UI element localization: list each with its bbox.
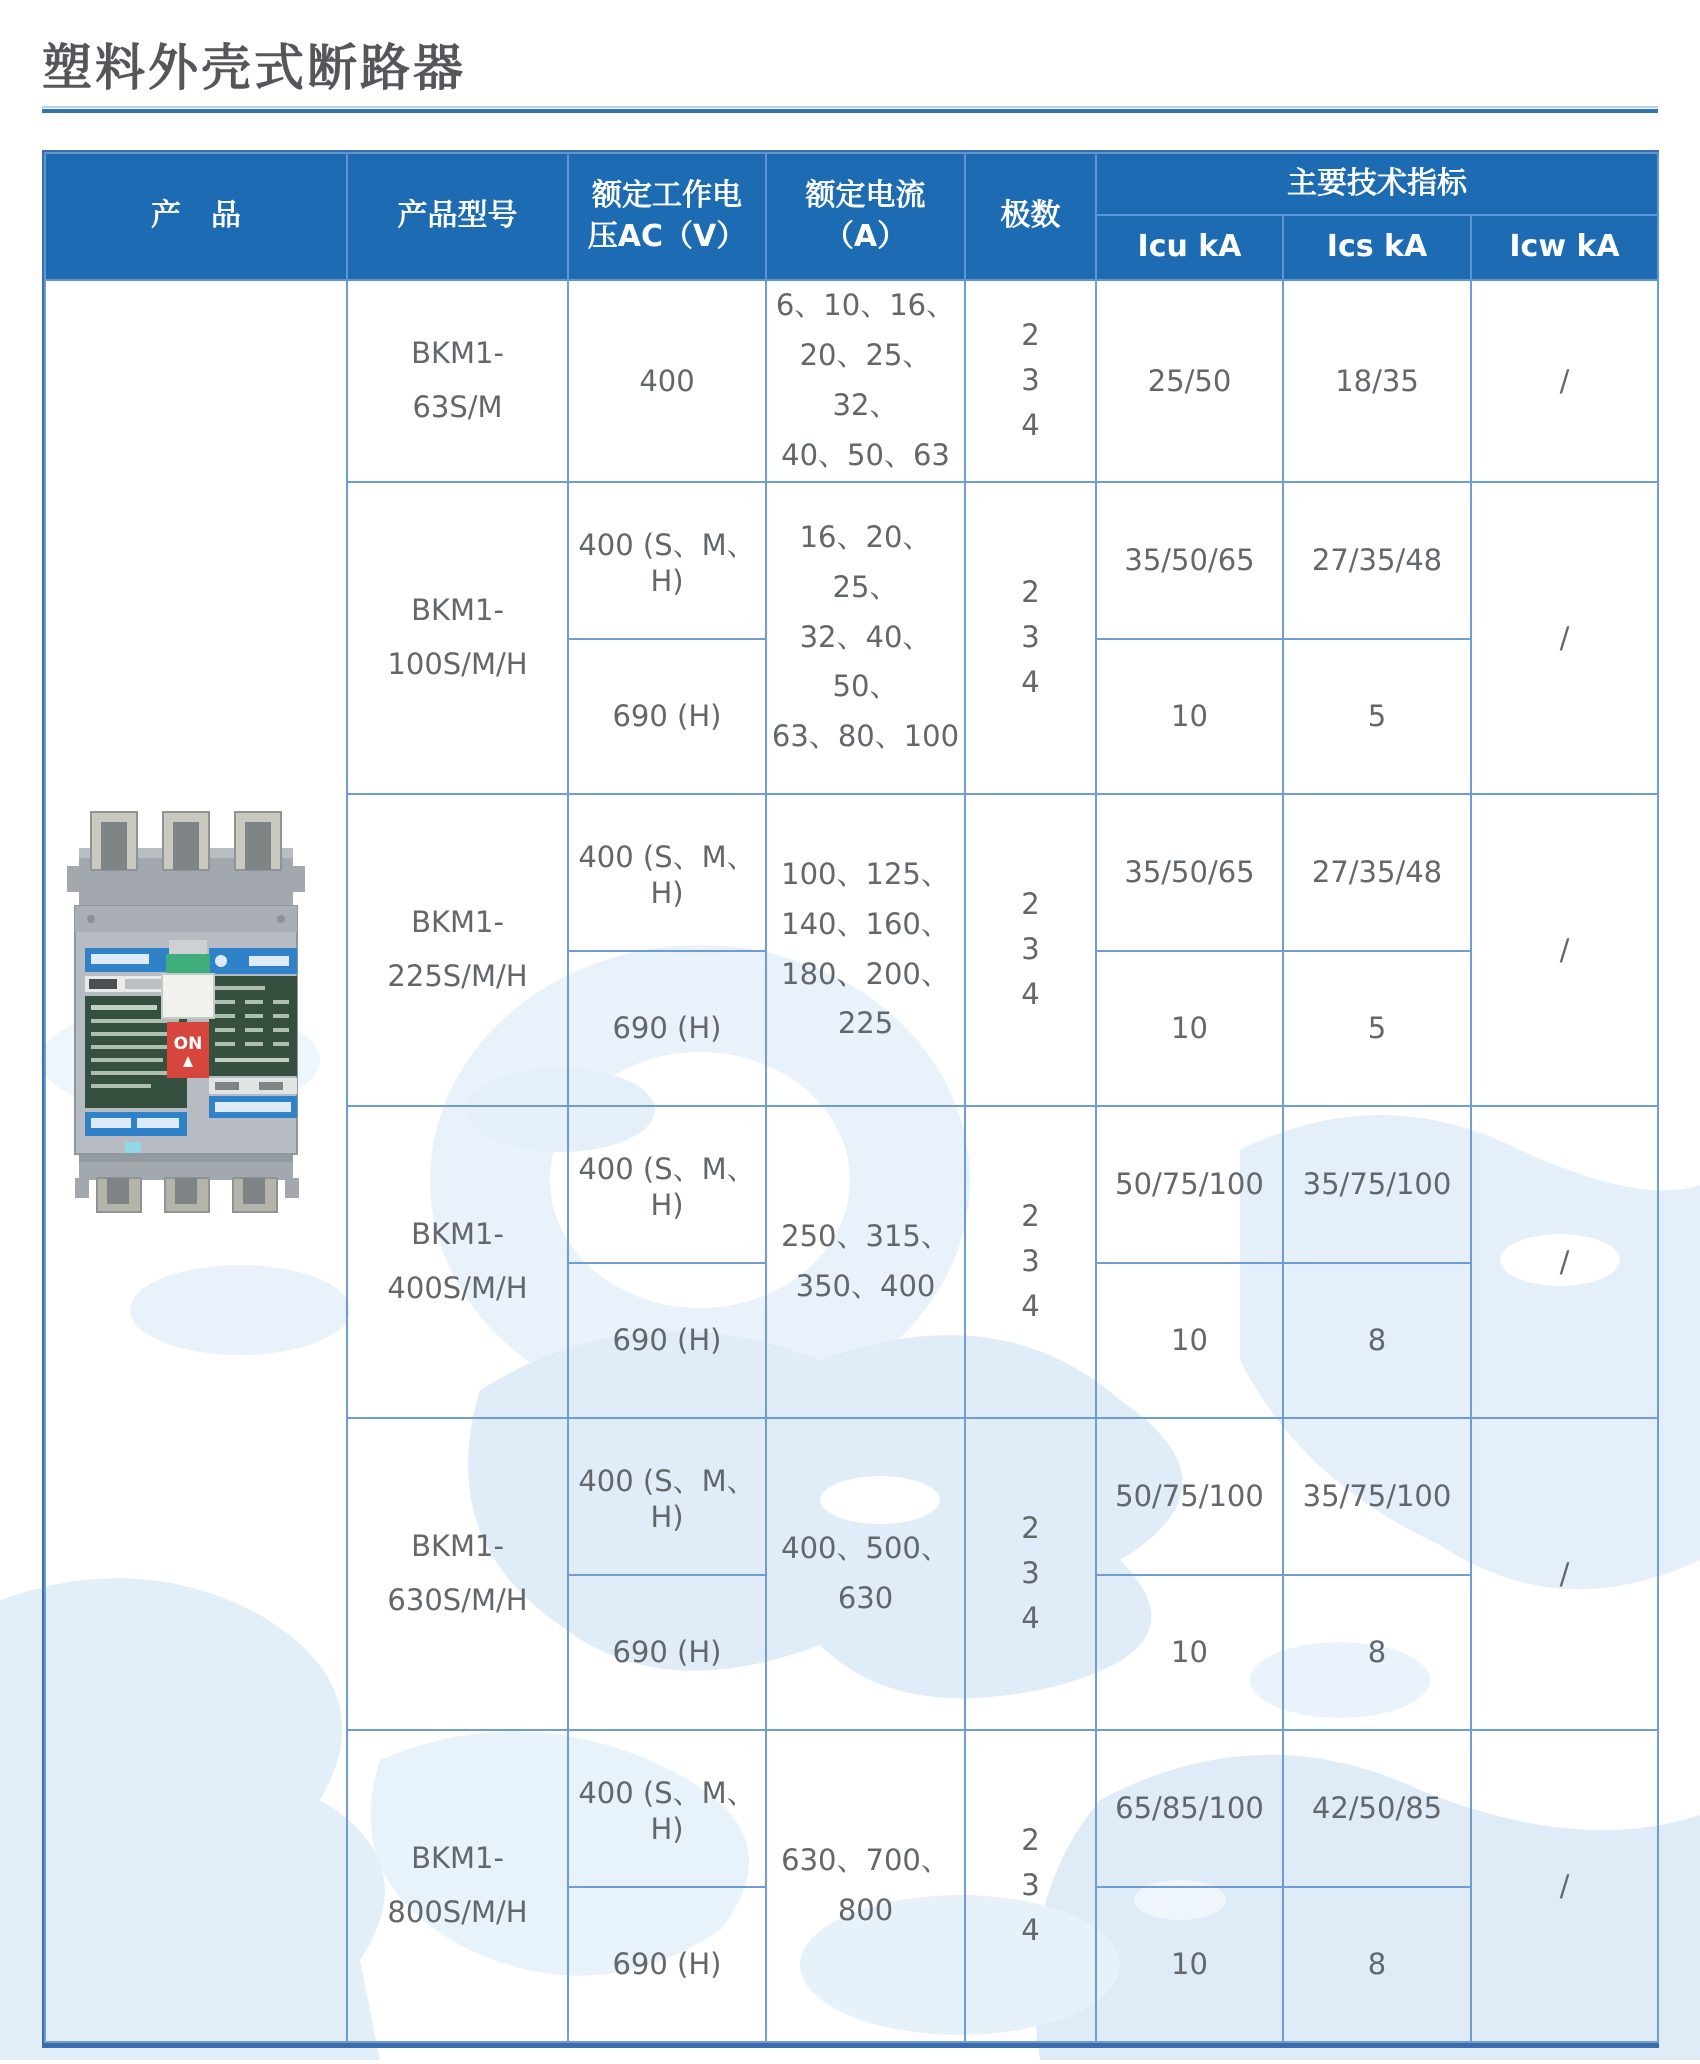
current-line: 350、400 — [795, 1268, 936, 1303]
header-voltage-line1: 额定工作电 — [592, 178, 742, 213]
header-voltage — [568, 153, 766, 280]
cell-current-630 — [766, 1418, 965, 1730]
cell-poles-100 — [965, 482, 1096, 794]
poles-line: 2 — [1021, 1511, 1040, 1546]
current-line: 250、315、 — [781, 1218, 950, 1253]
cell-icu-bottom-400: 10 — [1096, 1263, 1283, 1418]
current-line: 225 — [837, 1006, 894, 1041]
poles-line: 3 — [1021, 1868, 1040, 1903]
poles-line: 3 — [1021, 932, 1040, 967]
header-ics: Ics kA — [1283, 215, 1471, 280]
poles-line: 2 — [1021, 318, 1040, 353]
cell-icu-top-225: 35/50/65 — [1096, 794, 1283, 951]
cell-ics-bottom-630: 8 — [1283, 1575, 1471, 1730]
cell-model-100 — [347, 482, 568, 794]
bottom-terminals — [75, 1178, 299, 1212]
current-line: 140、160、 — [781, 906, 950, 941]
poles-line: 3 — [1021, 363, 1040, 398]
header-icw: Icw kA — [1471, 215, 1658, 280]
model-line: 63S/M — [412, 389, 503, 424]
cell-voltage-top-100: 400 (S、M、H) — [568, 482, 766, 639]
poles-line: 4 — [1021, 408, 1040, 443]
model-line: 800S/M/H — [387, 1894, 528, 1929]
model-line: BKM1- — [411, 336, 504, 371]
cell-model-800 — [347, 1730, 568, 2042]
cell-voltage-top-630: 400 (S、M、H) — [568, 1418, 766, 1575]
poles-line: 4 — [1021, 1600, 1040, 1635]
model-line: BKM1- — [411, 1528, 504, 1563]
cell-voltage-top-225: 400 (S、M、H) — [568, 794, 766, 951]
cell-ics-top-400: 35/75/100 — [1283, 1106, 1471, 1263]
cell-model-400 — [347, 1106, 568, 1418]
header-model: 产品型号 — [347, 153, 568, 280]
poles-line: 2 — [1021, 575, 1040, 610]
cell-current-100 — [766, 482, 965, 794]
cell-poles-63 — [965, 280, 1096, 482]
poles-line: 2 — [1021, 887, 1040, 922]
cell-icw-400: / — [1471, 1106, 1658, 1418]
model-line: 100S/M/H — [387, 646, 528, 681]
cell-poles-800 — [965, 1730, 1096, 2042]
current-line: 400、500、 — [781, 1530, 950, 1565]
current-line: 100、125、 — [781, 856, 950, 891]
cell-icu-top-100: 35/50/65 — [1096, 482, 1283, 639]
model-line: 630S/M/H — [387, 1582, 528, 1617]
current-line: 40、50、63 — [781, 437, 950, 472]
header-current — [766, 153, 965, 280]
header-tech-group: 主要技术指标 — [1096, 153, 1658, 215]
current-line: 63、80、100 — [771, 719, 960, 754]
cell-icu-bottom-225: 10 — [1096, 951, 1283, 1106]
cell-model-63 — [347, 280, 568, 482]
breaker-indicator — [125, 1142, 141, 1153]
cell-icw-63: / — [1471, 280, 1658, 482]
current-line: 16、20、25、 — [799, 519, 932, 604]
cell-voltage-bottom-100: 690 (H) — [568, 639, 766, 794]
title-underline — [42, 106, 1658, 113]
cell-poles-630 — [965, 1418, 1096, 1730]
cell-ics-bottom-225: 5 — [1283, 951, 1471, 1106]
poles-line: 3 — [1021, 1244, 1040, 1279]
cell-icw-225: / — [1471, 794, 1658, 1106]
model-line: 400S/M/H — [387, 1270, 528, 1305]
cell-voltage-top-800: 400 (S、M、H) — [568, 1730, 766, 1887]
cell-voltage-top-400: 400 (S、M、H) — [568, 1106, 766, 1263]
cell-ics-bottom-400: 8 — [1283, 1263, 1471, 1418]
model-line: BKM1- — [411, 1216, 504, 1251]
cell-voltage-bottom-225: 690 (H) — [568, 951, 766, 1106]
cell-icw-630: / — [1471, 1418, 1658, 1730]
cell-ics-top-225: 27/35/48 — [1283, 794, 1471, 951]
poles-line: 4 — [1021, 1912, 1040, 1947]
model-line: BKM1- — [411, 592, 504, 627]
cell-ics-bottom-100: 5 — [1283, 639, 1471, 794]
cell-model-225 — [347, 794, 568, 1106]
current-line: 630 — [837, 1580, 894, 1615]
cell-voltage-bottom-630: 690 (H) — [568, 1575, 766, 1730]
header-current-line1: 额定电流 — [805, 178, 926, 213]
cell-current-400 — [766, 1106, 965, 1418]
current-line: 630、700、 — [781, 1842, 950, 1877]
cell-model-630 — [347, 1418, 568, 1730]
cell-icu-bottom-100: 10 — [1096, 639, 1283, 794]
circuit-breaker-image — [63, 806, 308, 1216]
cell-current-225 — [766, 794, 965, 1106]
poles-line: 2 — [1021, 1199, 1040, 1234]
cell-icu-top-400: 50/75/100 — [1096, 1106, 1283, 1263]
breaker-toggle — [162, 940, 214, 1078]
cell-ics-bottom-800: 8 — [1283, 1887, 1471, 2042]
cell-poles-400 — [965, 1106, 1096, 1418]
cell-poles-225 — [965, 794, 1096, 1106]
cell-ics-top-100: 27/35/48 — [1283, 482, 1471, 639]
cell-voltage-bottom-400: 690 (H) — [568, 1263, 766, 1418]
cell-ics-top-800: 42/50/85 — [1283, 1730, 1471, 1887]
cell-icu-top-630: 50/75/100 — [1096, 1418, 1283, 1575]
model-line: 225S/M/H — [387, 958, 528, 993]
cell-icw-100: / — [1471, 482, 1658, 794]
header-icu: Icu kA — [1096, 215, 1283, 280]
model-line: BKM1- — [411, 1840, 504, 1875]
cell-icu-top-800: 65/85/100 — [1096, 1730, 1283, 1887]
model-line: BKM1- — [411, 904, 504, 939]
poles-line: 4 — [1021, 976, 1040, 1011]
cell-icu-63: 25/50 — [1096, 280, 1283, 482]
cell-icu-bottom-630: 10 — [1096, 1575, 1283, 1730]
header-current-line2: （A） — [823, 218, 908, 254]
top-terminals — [91, 812, 281, 870]
cell-current-63 — [766, 280, 965, 482]
cell-ics-63: 18/35 — [1283, 280, 1471, 482]
cell-icu-bottom-800: 10 — [1096, 1887, 1283, 2042]
current-line: 800 — [837, 1892, 894, 1927]
poles-line: 4 — [1021, 664, 1040, 699]
cell-voltage-bottom-800: 690 (H) — [568, 1887, 766, 2042]
cell-ics-top-630: 35/75/100 — [1283, 1418, 1471, 1575]
header-product: 产 品 — [45, 153, 347, 280]
current-line: 180、200、 — [781, 956, 950, 991]
poles-line: 3 — [1021, 1556, 1040, 1591]
page-title: 塑料外壳式断路器 — [42, 39, 466, 97]
current-line: 6、10、16、 — [775, 288, 956, 322]
current-line: 32、40、50、 — [799, 619, 932, 704]
poles-line: 2 — [1021, 1823, 1040, 1858]
cell-current-800 — [766, 1730, 965, 2042]
current-line: 20、25、32、 — [799, 337, 932, 422]
poles-line: 4 — [1021, 1288, 1040, 1323]
breaker-on-label: ON — [173, 1034, 203, 1054]
header-voltage-line2: 压AC（V） — [587, 218, 747, 254]
cell-voltage-63: 400 — [568, 280, 766, 482]
header-poles: 极数 — [965, 153, 1096, 280]
cell-icw-800: / — [1471, 1730, 1658, 2042]
poles-line: 3 — [1021, 620, 1040, 655]
